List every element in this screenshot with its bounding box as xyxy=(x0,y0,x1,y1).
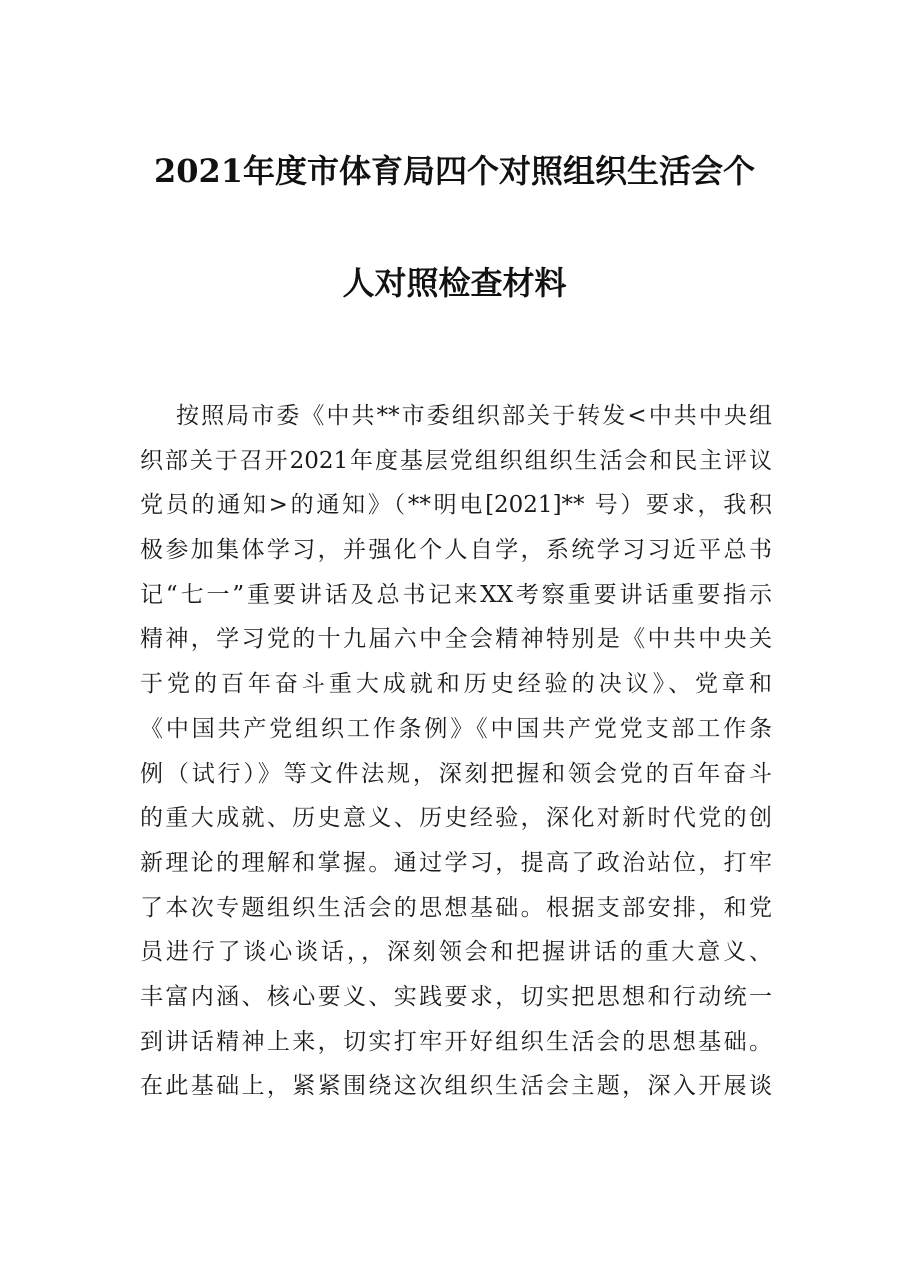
body-line: 记“七一”重要讲话及总书记来XX考察重要讲话重要指示 xyxy=(140,581,772,608)
document-title-line-1: 2021年度市体育局四个对照组织生活会个 xyxy=(153,152,756,190)
body-line: 按照局市委《中共**市委组织部关于转发<中共中央组 xyxy=(176,403,772,429)
body-line: 丰富内涵、核心要义、实践要求，切实把思想和行动统一 xyxy=(140,983,772,1010)
document-body xyxy=(140,394,772,1109)
body-line: 到讲话精神上来，切实打牢开好组织生活会的思想基础。 xyxy=(140,1028,772,1055)
body-line: 的重大成就、历史意义、历史经验，深化对新时代党的创 xyxy=(140,805,772,832)
body-line: 《中国共产党组织工作条例》《中国共产党党支部工作条 xyxy=(140,715,772,742)
body-line: 在此基础上，紧紧围绕这次组织生活会主题，深入开展谈 xyxy=(140,1073,772,1100)
body-line: 例（试行）》等文件法规，深刻把握和领会党的百年奋斗 xyxy=(140,760,772,787)
body-line: 极参加集体学习，并强化个人自学，系统学习习近平总书 xyxy=(140,537,772,564)
body-line: 新理论的理解和掌握。通过学习，提高了政治站位，打牢 xyxy=(140,849,772,876)
body-line: 党员的通知>的通知》（**明电[2021]** 号）要求，我积 xyxy=(140,492,772,519)
body-line: 织部关于召开2021年度基层党组织组织生活会和民主评议 xyxy=(140,447,772,474)
body-line: 精神，学习党的十九届六中全会精神特别是《中共中央关 xyxy=(140,626,772,653)
document-title-line-2: 人对照检查材料 xyxy=(342,264,567,302)
body-line: 员进行了谈心谈话，，深刻领会和把握讲话的重大意义、 xyxy=(140,939,772,966)
body-line: 于党的百年奋斗重大成就和历史经验的决议》、党章和 xyxy=(140,671,772,698)
body-line: 了本次专题组织生活会的思想基础。根据支部安排，和党 xyxy=(140,894,772,921)
